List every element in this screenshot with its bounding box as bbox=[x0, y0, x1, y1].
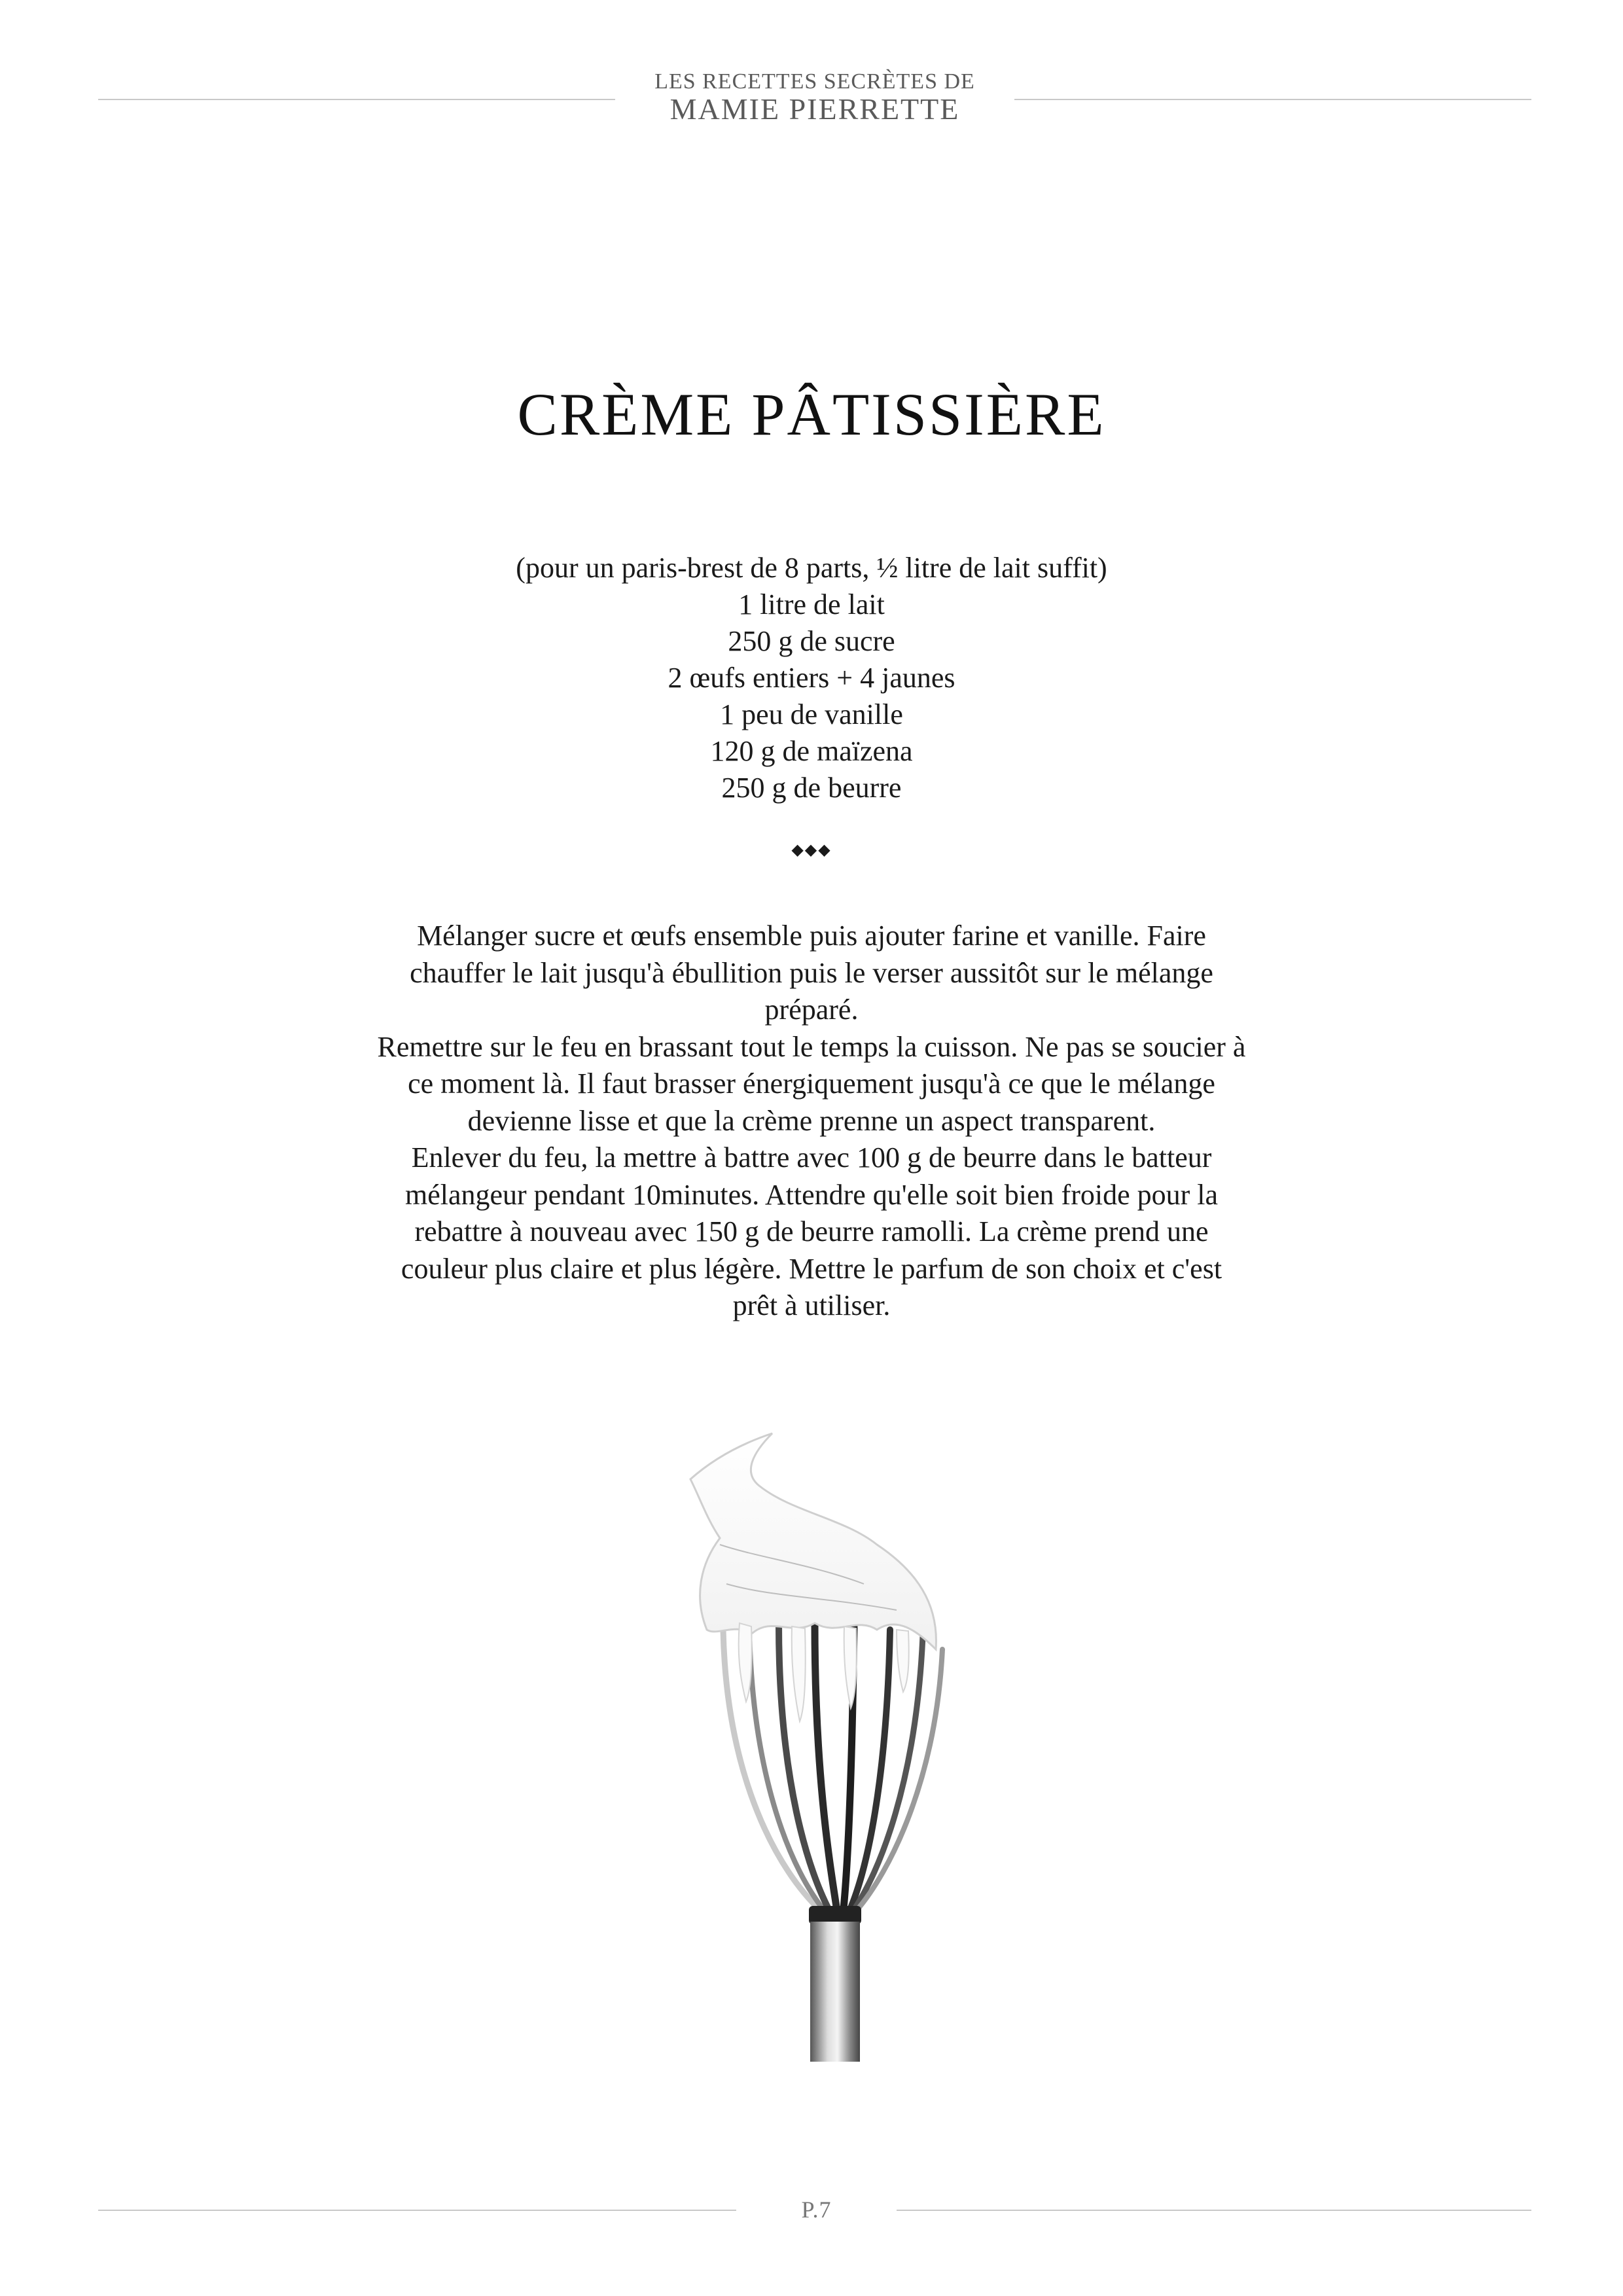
ingredient-item: 250 g de beurre bbox=[721, 772, 902, 804]
ingredient-item: 1 litre de lait bbox=[738, 588, 885, 620]
ingredient-list bbox=[0, 550, 1623, 806]
recipe-title: CRÈME PÂTISSIÈRE bbox=[517, 381, 1106, 448]
diamond-separator: ◆◆◆ bbox=[791, 842, 832, 859]
header-divider-right bbox=[1014, 99, 1531, 100]
brand-logo bbox=[615, 71, 1014, 124]
footer-divider-right bbox=[897, 2210, 1531, 2211]
instruction-paragraph: Remettre sur le feu en brassant tout le temps la cuisson. Ne pas se soucier à ce moment là. Il faut brasser énergiquement jusqu'à ce que le mélange devienne lisse et que la crème prenne un aspect transparent. bbox=[377, 1030, 1246, 1137]
ingredient-item: 2 œufs entiers + 4 jaunes bbox=[668, 662, 955, 694]
page-number: P.7 bbox=[801, 2197, 832, 2223]
instruction-paragraph: Mélanger sucre et œufs ensemble puis ajouter farine et vanille. Faire chauffer le lait jusqu'à ébullition puis le verser aussitôt sur le mélange préparé. bbox=[410, 920, 1213, 1026]
brand-line-2: MAMIE PIERRETTE bbox=[669, 92, 960, 126]
ingredient-note: (pour un paris-brest de 8 parts, ½ litre de lait suffit) bbox=[516, 552, 1107, 584]
whisk-with-cream-icon bbox=[681, 1414, 995, 2062]
ingredient-item: 250 g de sucre bbox=[728, 625, 895, 657]
footer-divider-left bbox=[98, 2210, 736, 2211]
brand-line-1: LES RECETTES SECRÈTES DE bbox=[654, 69, 975, 94]
ingredient-item: 1 peu de vanille bbox=[720, 698, 903, 730]
instruction-paragraph: Enlever du feu, la mettre à battre avec 100 g de beurre dans le batteur mélangeur pendant 10minutes. Attendre qu'elle soit bien froide pour la rebattre à nouveau avec 150 g de beurre ramolli. La crème prend une couleur plus claire et plus légère. Mettre le parfum de son choix et c'est prêt à utiliser. bbox=[401, 1141, 1222, 1321]
ingredient-item: 120 g de maïzena bbox=[710, 735, 913, 767]
header-divider-left bbox=[98, 99, 615, 100]
recipe-instructions bbox=[376, 918, 1247, 1325]
